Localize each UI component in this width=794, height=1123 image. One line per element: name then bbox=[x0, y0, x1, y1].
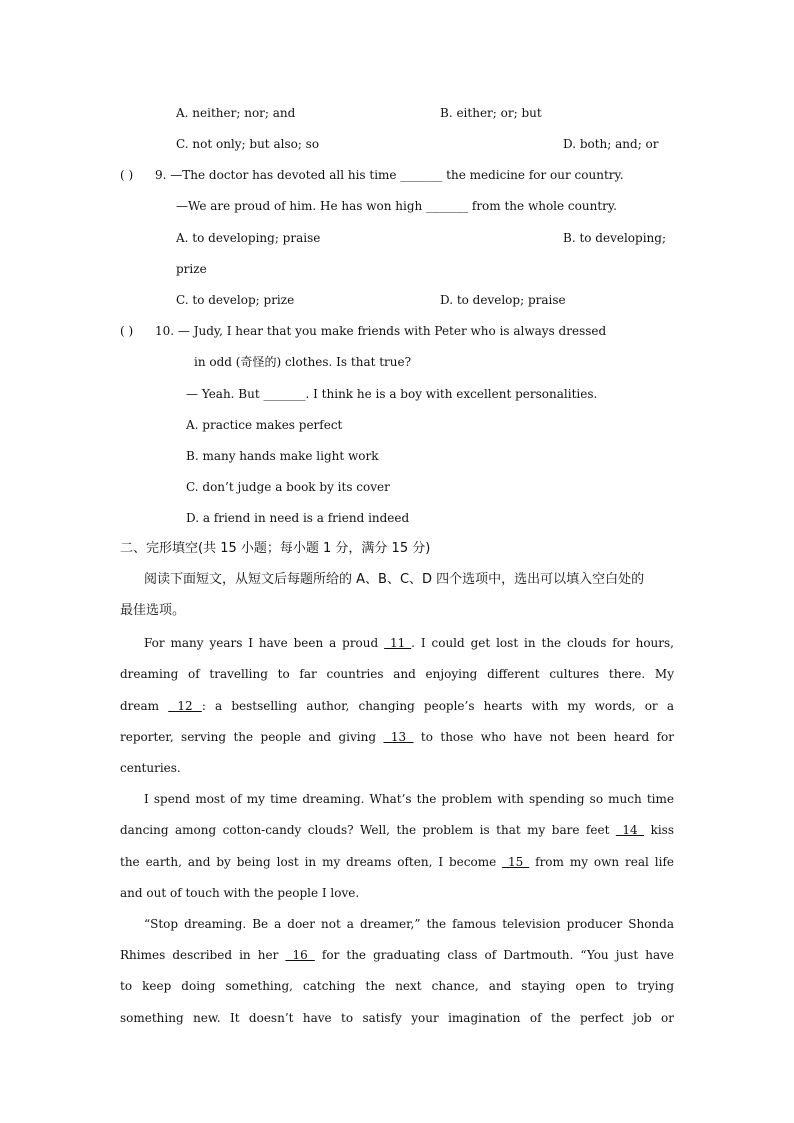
passage-line-text bbox=[144, 635, 674, 651]
blank-16: 16 bbox=[285, 948, 315, 962]
blank-11: 11 bbox=[384, 636, 412, 650]
q9-option-d: D. to develop; praise bbox=[440, 293, 566, 307]
q9-option-b-cont: prize bbox=[176, 262, 207, 276]
passage-line-text bbox=[120, 822, 674, 838]
passage-text-segment: For many years I have been a proud bbox=[144, 636, 385, 650]
q10-option-a: A. practice makes perfect bbox=[186, 418, 343, 432]
q8-option-c: C. not only; but also; so bbox=[176, 137, 320, 151]
q10-option-b: B. many hands make light work bbox=[186, 449, 379, 463]
passage-text-segment: kiss bbox=[644, 823, 674, 837]
q10-stem2: in odd (奇怪的) clothes. Is that true? bbox=[194, 355, 412, 369]
passage-line-text bbox=[120, 1010, 674, 1026]
passage-line-text bbox=[144, 916, 674, 932]
q10-stem3: — Yeah. But _______. I think he is a boy with excellent personalities. bbox=[186, 387, 598, 401]
q8-option-d: D. both; and; or bbox=[563, 137, 659, 151]
passage-text-segment: dream bbox=[120, 699, 169, 713]
passage-text-segment: : a bestselling author, changing people’s hearts with my words, or a bbox=[201, 699, 674, 713]
q9-option-a: A. to developing; praise bbox=[176, 231, 321, 245]
passage-text-segment: the earth, and by being lost in my dreams often, I become bbox=[120, 855, 503, 869]
q10-option-d: D. a friend in need is a friend indeed bbox=[186, 511, 410, 525]
q9-option-b: B. to developing; bbox=[563, 231, 667, 245]
passage-line-text bbox=[120, 698, 674, 714]
passage-text-segment: something new. It doesn’t have to satisfy your imagination of the perfect job or bbox=[120, 1011, 674, 1025]
passage-text-segment: and out of touch with the people I love. bbox=[120, 886, 360, 900]
passage-line-text bbox=[120, 760, 181, 776]
q9-stem1: 9. —The doctor has devoted all his time _______ the medicine for our country. bbox=[155, 168, 624, 182]
instruction-line2: 最佳选项。 bbox=[120, 603, 186, 618]
section-heading: 二、完形填空(共 15 小题；每小题 1 分，满分 15 分) bbox=[120, 541, 431, 556]
passage-text-segment: “Stop dreaming. Be a doer not a dreamer,” the famous television producer Shonda bbox=[144, 917, 674, 931]
q9-stem2: —We are proud of him. He has won high _______ from the whole country. bbox=[176, 199, 617, 213]
passage-line-text bbox=[120, 978, 674, 994]
passage-line-text bbox=[144, 791, 674, 807]
blank-15: 15 bbox=[502, 855, 530, 869]
passage-line-text bbox=[120, 729, 674, 745]
q10-stem1: 10. — Judy, I hear that you make friends with Peter who is always dressed bbox=[155, 324, 607, 338]
passage-text-segment: dancing among cotton-candy clouds? Well, the problem is that my bare feet bbox=[120, 823, 616, 837]
q9-paren: ( ) bbox=[120, 168, 134, 182]
passage-text-segment: . I could get lost in the clouds for hours, bbox=[411, 636, 674, 650]
blank-14: 14 bbox=[615, 823, 645, 837]
q8-option-a: A. neither; nor; and bbox=[176, 106, 296, 120]
q10-option-c: C. don’t judge a book by its cover bbox=[186, 480, 390, 494]
instruction-line1: 阅读下面短文，从短文后每题所给的 A、B、C、D 四个选项中，选出可以填入空白处的 bbox=[144, 572, 645, 587]
blank-12: 12 bbox=[168, 699, 202, 713]
passage-line-text bbox=[120, 854, 674, 870]
passage-text-segment: to keep doing something, catching the next chance, and staying open to trying bbox=[120, 979, 674, 993]
passage-text-segment: dreaming of travelling to far countries and enjoying different cultures there. My bbox=[120, 667, 674, 681]
passage-line-text bbox=[120, 947, 674, 963]
blank-13: 13 bbox=[383, 730, 414, 744]
q9-option-c: C. to develop; prize bbox=[176, 293, 295, 307]
passage-text-segment: to those who have not been heard for bbox=[413, 730, 674, 744]
passage-text-segment: reporter, serving the people and giving bbox=[120, 730, 384, 744]
q10-paren: ( ) bbox=[120, 324, 134, 338]
passage-text-segment: for the graduating class of Dartmouth. “You just have bbox=[314, 948, 675, 962]
passage-text-segment: Rhimes described in her bbox=[120, 948, 286, 962]
passage-text-segment: from my own real life bbox=[529, 855, 675, 869]
q8-option-b: B. either; or; but bbox=[440, 106, 542, 120]
passage-line-text bbox=[120, 666, 674, 682]
passage-line-text bbox=[120, 885, 359, 901]
passage-text-segment: I spend most of my time dreaming. What’s the problem with spending so much time bbox=[144, 792, 674, 806]
passage-text-segment: centuries. bbox=[120, 761, 181, 775]
